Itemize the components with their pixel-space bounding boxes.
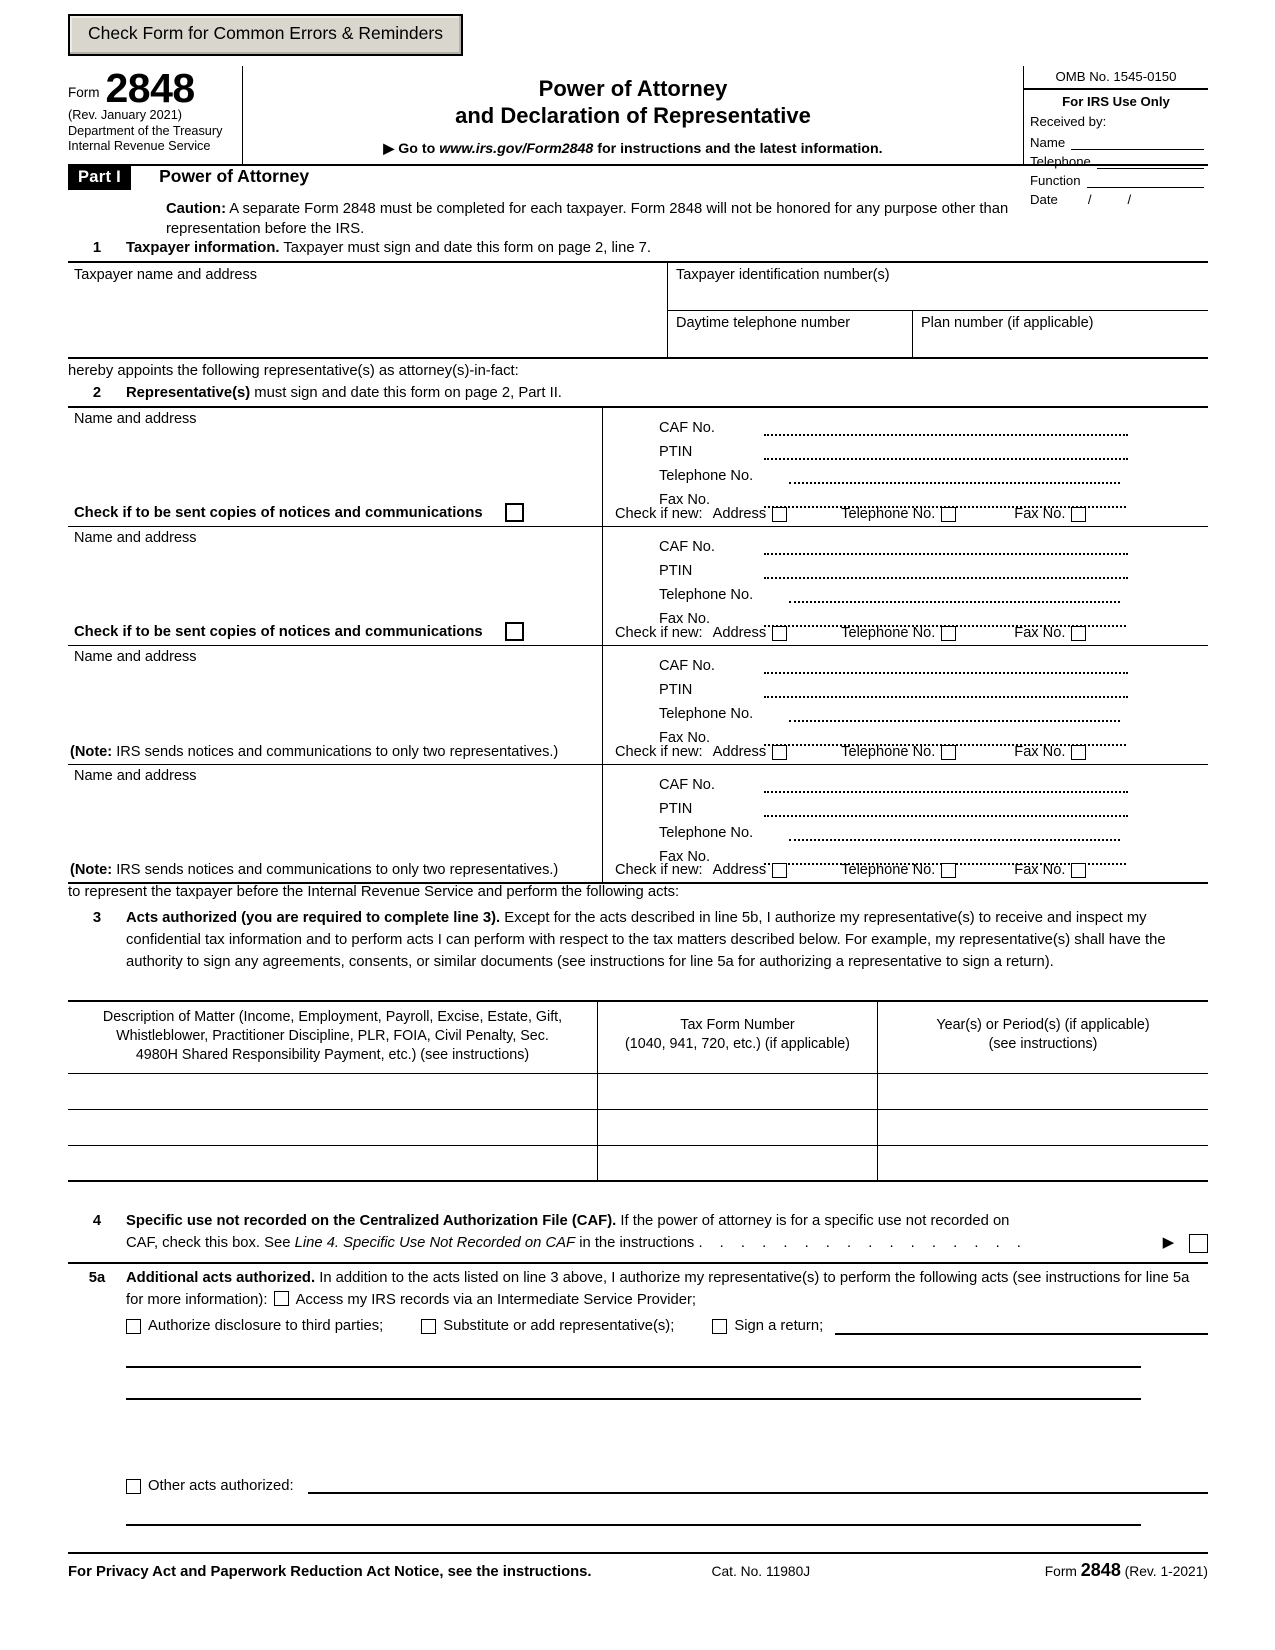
rep-3-telephone-row xyxy=(603,698,1208,722)
rep-3-new-address-checkbox[interactable] xyxy=(772,745,787,760)
rep-1-send-copies-label: Check if to be sent copies of notices and communications xyxy=(74,504,483,521)
line-5a-opt-substitute: Substitute or add representative(s); xyxy=(443,1317,675,1334)
form-revision: (Rev. January 2021) xyxy=(68,108,183,123)
rep-2-new-telephone-label: Telephone No. xyxy=(841,625,936,641)
line-3-bold: Acts authorized (you are required to complete line 3). xyxy=(126,910,501,926)
taxpayer-information-box xyxy=(68,261,1208,359)
goto-url[interactable]: www.irs.gov/Form2848 xyxy=(439,140,594,157)
line-3-section xyxy=(68,908,1208,973)
rep-2-send-copies-label: Check if to be sent copies of notices and communications xyxy=(74,623,483,640)
other-acts-row xyxy=(126,1478,1208,1494)
line-3-text: Except for the acts described in line 5b, I authorize my representative(s) to receive and inspect my confidential tax information and to perform acts I can perform with respect to the tax matters described below. For example, my representative(s) shall have the authority to sign any agreements, consents, or similar documents (see instructions for line 5a for authorizing a representative to sign a return). xyxy=(126,910,1166,970)
rep-2-new-fax-checkbox[interactable] xyxy=(1071,626,1086,641)
rep-4-details-cell xyxy=(603,765,1208,882)
line-4-text-2b: Line 4. Specific Use Not Recorded on CAF xyxy=(294,1235,576,1252)
rep-4-telephone-row xyxy=(603,817,1208,841)
rep-2-new-address-label: Address xyxy=(712,625,767,641)
matter-col3-line2: (see instructions) xyxy=(988,1036,1098,1052)
rep-4-note xyxy=(70,862,558,878)
received-by-label: Received by: xyxy=(1030,114,1107,129)
rep-3-check-if-new-label: Check if new: xyxy=(615,744,703,760)
irs-date-slash-2: / xyxy=(1127,192,1132,207)
rep-1-details-cell xyxy=(603,408,1208,526)
rep-1-fax-label: Fax No. xyxy=(659,492,711,508)
caution-text: A separate Form 2848 must be completed for each taxpayer. Form 2848 will not be honored for any purpose other than representation before the IRS. xyxy=(166,201,1009,237)
rep-4-ptin-input[interactable] xyxy=(764,805,1128,817)
rep-3-new-fax-checkbox[interactable] xyxy=(1071,745,1086,760)
rep-1-caf-label: CAF No. xyxy=(659,420,715,436)
line-4-bold: Specific use not recorded on the Centralized Authorization File (CAF). xyxy=(126,1213,617,1229)
line-4-divider xyxy=(68,1262,1208,1264)
header-form-identity xyxy=(68,66,243,164)
goto-suffix: for instructions and the latest information. xyxy=(593,140,883,157)
rep-3-name-address-label: Name and address xyxy=(74,649,197,665)
line-1-bold: Taxpayer information. xyxy=(126,240,280,256)
rep-1-telephone-row xyxy=(603,460,1208,484)
line-5a-opt-disclosure: Authorize disclosure to third parties; xyxy=(148,1317,384,1334)
form-title-line-1: Power of Attorney xyxy=(538,76,728,101)
rep-2-new-fax-label: Fax No. xyxy=(1014,625,1066,641)
line-5a-intermediate-checkbox[interactable] xyxy=(274,1291,289,1306)
line-5a-blank-line-2[interactable] xyxy=(126,1398,1141,1400)
line-5a-sign-return-checkbox[interactable] xyxy=(712,1319,727,1334)
irs-name-input[interactable] xyxy=(1071,135,1204,150)
line-4-section xyxy=(68,1210,1208,1254)
taxpayer-id-label: Taxpayer identification number(s) xyxy=(676,267,890,283)
rep-2-fax-row xyxy=(603,603,1208,627)
rep-2-name-address-label: Name and address xyxy=(74,530,197,546)
other-acts-section xyxy=(68,1478,1208,1526)
goto-prefix: ▶ Go to xyxy=(383,140,440,157)
to-represent-text: to represent the taxpayer before the Internal Revenue Service and perform the following acts: xyxy=(68,884,680,900)
part-1-section xyxy=(68,166,1023,239)
daytime-phone-cell[interactable] xyxy=(668,311,913,357)
form-number: 2848 xyxy=(105,65,195,111)
other-acts-checkbox[interactable] xyxy=(126,1479,141,1494)
rep-1-new-telephone-label: Telephone No. xyxy=(841,506,936,522)
rep-3-note-text: IRS sends notices and communications to only two representatives.) xyxy=(112,744,559,760)
goto-instructions-line xyxy=(243,141,1023,157)
irs-name-field-row xyxy=(1024,135,1208,150)
matter-table xyxy=(68,1000,1208,1182)
header-title-block xyxy=(243,66,1023,164)
matter-col-taxform-header xyxy=(598,1002,878,1073)
line-5a-sign-return-input[interactable] xyxy=(835,1318,1208,1335)
rep-2-ptin-label: PTIN xyxy=(659,563,693,579)
catalog-number: Cat. No. 11980J xyxy=(711,1564,811,1579)
matter-row-1-years[interactable] xyxy=(878,1074,1208,1109)
rep-2-caf-label: CAF No. xyxy=(659,539,715,555)
rep-1-new-fax-label: Fax No. xyxy=(1014,506,1066,522)
taxpayer-id-cell[interactable] xyxy=(668,263,1208,311)
other-acts-label: Other acts authorized: xyxy=(148,1478,294,1494)
matter-col1-line3: 4980H Shared Responsibility Payment, etc.) (see instructions) xyxy=(135,1047,530,1063)
rep-1-new-fax-checkbox[interactable] xyxy=(1071,507,1086,522)
privacy-notice: For Privacy Act and Paperwork Reduction Act Notice, see the instructions. xyxy=(68,1564,592,1580)
rep-1-telephone-input[interactable] xyxy=(789,472,1120,484)
rep-3-name-address-cell[interactable] xyxy=(68,646,603,764)
form-title-line-2: and Declaration of Representative xyxy=(455,102,811,128)
rep-4-check-if-new-row xyxy=(615,862,1202,878)
rep-4-new-address-label: Address xyxy=(712,862,767,878)
representative-block-3 xyxy=(68,646,1208,765)
rep-3-ptin-row xyxy=(603,674,1208,698)
line-1-number: 1 xyxy=(92,240,102,256)
rep-1-new-address-label: Address xyxy=(712,506,767,522)
rep-3-new-telephone-label: Telephone No. xyxy=(841,744,936,760)
rep-1-telephone-label: Telephone No. xyxy=(659,468,754,484)
irs-telephone-input[interactable] xyxy=(1097,154,1204,169)
matter-col1-line1: Description of Matter (Income, Employment, Payroll, Excise, Estate, Gift, xyxy=(102,1009,563,1025)
rep-1-new-telephone-checkbox[interactable] xyxy=(941,507,956,522)
footer-form-word: Form xyxy=(1044,1564,1077,1579)
line-2-heading xyxy=(68,385,1208,401)
rep-3-ptin-label: PTIN xyxy=(659,682,693,698)
line-4-specific-use-checkbox[interactable] xyxy=(1189,1234,1208,1253)
line-2-bold: Representative(s) xyxy=(126,385,251,401)
irs-use-only-block xyxy=(1023,66,1208,207)
rep-2-check-if-new-row xyxy=(615,625,1202,641)
line-5a-text: In addition to the acts listed on line 3 above, I authorize my representative(s) to perform the following acts (see instructions for line 5a for more information): xyxy=(126,1270,1190,1308)
rep-3-caf-row xyxy=(603,650,1208,674)
rep-3-check-if-new-row xyxy=(615,744,1202,760)
rep-1-send-copies-checkbox[interactable] xyxy=(505,503,524,522)
rep-3-telephone-input[interactable] xyxy=(789,710,1120,722)
rep-2-new-telephone-checkbox[interactable] xyxy=(941,626,956,641)
line-4-number: 4 xyxy=(92,1213,102,1229)
line-5a-disclosure-checkbox[interactable] xyxy=(126,1319,141,1334)
matter-row-3-description[interactable] xyxy=(68,1146,598,1180)
matter-row-2-description[interactable] xyxy=(68,1110,598,1145)
rep-3-ptin-input[interactable] xyxy=(764,686,1128,698)
line-3-number: 3 xyxy=(92,910,102,926)
rep-4-new-telephone-label: Telephone No. xyxy=(841,862,936,878)
rep-2-telephone-label: Telephone No. xyxy=(659,587,754,603)
rep-1-name-address-label: Name and address xyxy=(74,411,197,427)
caution-label: Caution: xyxy=(166,201,226,217)
rep-3-caf-label: CAF No. xyxy=(659,658,715,674)
rep-4-caf-row xyxy=(603,769,1208,793)
irs-function-field-row xyxy=(1024,173,1208,188)
footer-form-number: 2848 xyxy=(1080,1560,1121,1580)
rep-1-new-address-checkbox[interactable] xyxy=(772,507,787,522)
rep-2-check-if-new-label: Check if new: xyxy=(615,625,703,641)
form-footer xyxy=(68,1560,1208,1581)
daytime-phone-label: Daytime telephone number xyxy=(676,315,851,331)
rep-4-fax-label: Fax No. xyxy=(659,849,711,865)
rep-3-telephone-label: Telephone No. xyxy=(659,706,754,722)
irs-telephone-field-row xyxy=(1024,154,1208,169)
rep-4-ptin-row xyxy=(603,793,1208,817)
rep-1-ptin-label: PTIN xyxy=(659,444,693,460)
footer-form-id xyxy=(1045,1560,1208,1581)
matter-row-1-description[interactable] xyxy=(68,1074,598,1109)
matter-row-3-taxform[interactable] xyxy=(598,1146,878,1180)
line-1-heading xyxy=(68,240,1208,256)
rep-2-caf-input[interactable] xyxy=(764,543,1128,555)
matter-row-3-years[interactable] xyxy=(878,1146,1208,1180)
matter-row-1-taxform[interactable] xyxy=(598,1074,878,1109)
rep-4-telephone-label: Telephone No. xyxy=(659,825,754,841)
irs-telephone-label: Telephone xyxy=(1030,154,1091,169)
rep-1-send-copies-row xyxy=(74,503,524,522)
rep-4-new-address-checkbox[interactable] xyxy=(772,863,787,878)
hereby-appoints-text: hereby appoints the following representative(s) as attorney(s)-in-fact: xyxy=(68,363,519,379)
rep-3-note-bold: (Note: xyxy=(70,744,113,760)
dept-line-2: Internal Revenue Service xyxy=(68,138,211,153)
representative-block-1 xyxy=(68,408,1208,527)
other-acts-input[interactable] xyxy=(308,1478,1208,1494)
rep-2-new-address-checkbox[interactable] xyxy=(772,626,787,641)
rep-2-details-cell xyxy=(603,527,1208,645)
irs-use-only-heading: For IRS Use Only xyxy=(1062,94,1170,109)
matter-row-2-years[interactable] xyxy=(878,1110,1208,1145)
dept-line-1: Department of the Treasury xyxy=(68,124,223,139)
rep-4-telephone-input[interactable] xyxy=(789,829,1120,841)
irs-date-slash-1: / xyxy=(1087,192,1092,207)
line-2-number: 2 xyxy=(92,385,102,401)
rep-4-note-text: IRS sends notices and communications to only two representatives.) xyxy=(112,862,559,878)
irs-date-field-row xyxy=(1024,192,1208,207)
line-5a-opt-sign-return: Sign a return; xyxy=(734,1317,824,1334)
rep-4-ptin-label: PTIN xyxy=(659,801,693,817)
irs-date-label: Date xyxy=(1030,192,1058,207)
line-4-dot-leader: . . . . . . . . . . . . . . . . xyxy=(698,1235,1028,1252)
rep-4-caf-label: CAF No. xyxy=(659,777,715,793)
line-2-text: must sign and date this form on page 2, Part II. xyxy=(250,385,562,401)
rep-2-fax-label: Fax No. xyxy=(659,611,711,627)
rep-1-caf-input[interactable] xyxy=(764,424,1128,436)
irs-function-label: Function xyxy=(1030,173,1081,188)
matter-col3-line1: Year(s) or Period(s) (if applicable) xyxy=(936,1017,1150,1033)
other-acts-blank-line[interactable] xyxy=(126,1524,1141,1526)
plan-number-cell[interactable] xyxy=(913,311,1093,357)
irs-name-label: Name xyxy=(1030,135,1066,150)
matter-col-description-header xyxy=(68,1002,598,1073)
check-form-button[interactable]: Check Form for Common Errors & Reminders xyxy=(68,14,463,56)
rep-2-send-copies-checkbox[interactable] xyxy=(505,622,524,641)
rep-4-name-address-cell[interactable] xyxy=(68,765,603,882)
rep-3-new-address-label: Address xyxy=(712,744,767,760)
matter-row-2-taxform[interactable] xyxy=(598,1110,878,1145)
rep-1-check-if-new-row xyxy=(615,506,1202,522)
matter-table-header xyxy=(68,1002,1208,1074)
rep-3-caf-input[interactable] xyxy=(764,662,1128,674)
part-1-title: Power of Attorney xyxy=(159,166,310,186)
plan-number-label: Plan number (if applicable) xyxy=(921,315,1094,331)
rep-2-telephone-input[interactable] xyxy=(789,591,1120,603)
line-1-text: Taxpayer must sign and date this form on page 2, line 7. xyxy=(279,240,651,256)
line-5a-options-row xyxy=(126,1316,1208,1338)
line-5a-bold: Additional acts authorized. xyxy=(126,1270,316,1286)
rep-1-fax-row xyxy=(603,484,1208,508)
rep-2-send-copies-row xyxy=(74,622,524,641)
rep-4-new-telephone-checkbox[interactable] xyxy=(941,863,956,878)
line-4-text-2c: in the instructions xyxy=(575,1235,699,1252)
rep-3-new-fax-label: Fax No. xyxy=(1014,744,1066,760)
line-5a-number: 5a xyxy=(88,1270,106,1286)
rep-2-name-address-cell[interactable] xyxy=(68,527,603,645)
representatives-section xyxy=(68,406,1208,884)
omb-number: OMB No. 1545-0150 xyxy=(1024,66,1208,90)
irs-function-input[interactable] xyxy=(1087,173,1204,188)
line-5a-blank-line-1[interactable] xyxy=(126,1366,1141,1368)
part-1-tag: Part I xyxy=(68,166,131,190)
line-4-arrow-icon: ▶ xyxy=(1162,1235,1174,1252)
rep-3-fax-label: Fax No. xyxy=(659,730,711,746)
part-1-caution xyxy=(166,200,1011,239)
line-5a-substitute-checkbox[interactable] xyxy=(421,1319,436,1334)
line-4-text-2a: CAF, check this box. See xyxy=(126,1235,295,1252)
rep-1-check-if-new-label: Check if new: xyxy=(615,506,703,522)
rep-3-details-cell xyxy=(603,646,1208,764)
taxpayer-name-address-cell[interactable] xyxy=(68,263,668,357)
rep-2-ptin-input[interactable] xyxy=(764,567,1128,579)
rep-4-name-address-label: Name and address xyxy=(74,768,197,784)
rep-3-new-telephone-checkbox[interactable] xyxy=(941,745,956,760)
representative-block-4 xyxy=(68,765,1208,884)
rep-2-telephone-row xyxy=(603,579,1208,603)
rep-3-note xyxy=(70,744,558,760)
rep-4-new-fax-label: Fax No. xyxy=(1014,862,1066,878)
rep-4-caf-input[interactable] xyxy=(764,781,1128,793)
rep-1-name-address-cell[interactable] xyxy=(68,408,603,526)
line-5a-opt-intermediate: Access my IRS records via an Intermediate Service Provider; xyxy=(295,1291,697,1308)
rep-1-caf-row xyxy=(603,412,1208,436)
matter-col-years-header xyxy=(878,1002,1208,1073)
form-word-label: Form xyxy=(68,85,100,101)
line-5a-section xyxy=(68,1268,1208,1400)
matter-col1-line2: Whistleblower, Practitioner Discipline, PLR, FOIA, Civil Penalty, Sec. xyxy=(116,1028,549,1044)
matter-col2-line1: Tax Form Number xyxy=(680,1017,795,1033)
footer-divider xyxy=(68,1552,1208,1554)
rep-3-fax-row xyxy=(603,722,1208,746)
taxpayer-name-address-label: Taxpayer name and address xyxy=(74,267,257,283)
representative-block-2 xyxy=(68,527,1208,646)
table-row xyxy=(68,1110,1208,1146)
check-form-toolbar xyxy=(68,14,463,56)
matter-col2-line2: (1040, 941, 720, etc.) (if applicable) xyxy=(625,1036,850,1052)
rep-1-ptin-input[interactable] xyxy=(764,448,1128,460)
line-4-text-1: If the power of attorney is for a specific use not recorded on xyxy=(616,1213,1010,1229)
rep-4-check-if-new-label: Check if new: xyxy=(615,862,703,878)
rep-2-ptin-row xyxy=(603,555,1208,579)
rep-4-note-bold: (Note: xyxy=(70,862,113,878)
table-row xyxy=(68,1074,1208,1110)
rep-1-ptin-row xyxy=(603,436,1208,460)
rep-4-new-fax-checkbox[interactable] xyxy=(1071,863,1086,878)
rep-2-caf-row xyxy=(603,531,1208,555)
table-row xyxy=(68,1146,1208,1182)
footer-form-rev: (Rev. 1-2021) xyxy=(1124,1564,1208,1579)
